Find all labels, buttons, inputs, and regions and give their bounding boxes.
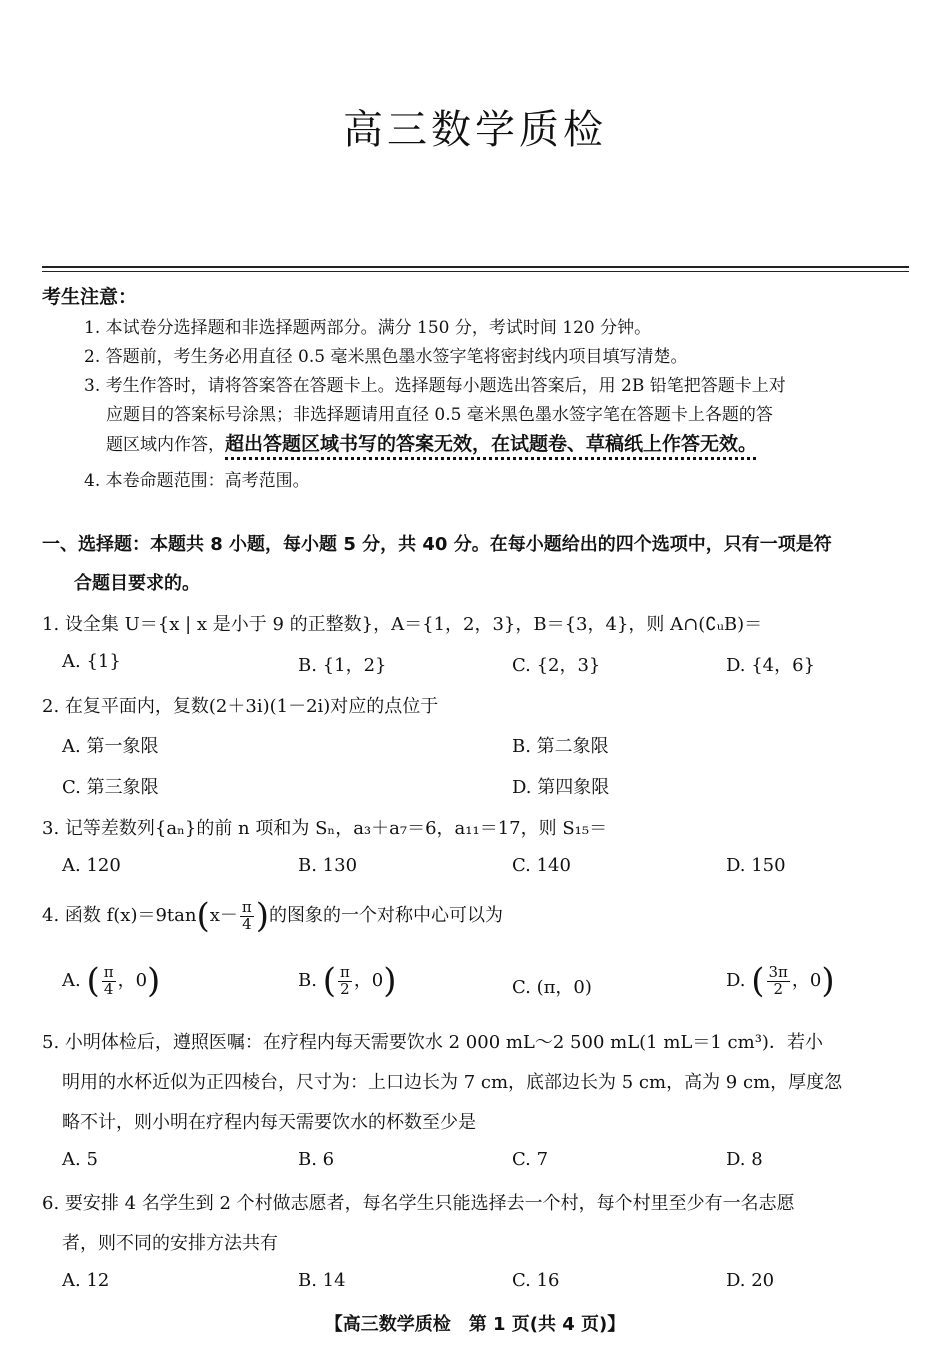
section-heading-cont: 合题目要求的。 [74, 573, 200, 594]
q2-option-a: A. 第一象限 [62, 736, 159, 757]
q1-option-d: D. {4，6} [726, 655, 816, 676]
q6-option-b: B. 14 [298, 1270, 346, 1291]
question-5-line-3: 略不计，则小明在疗程内每天需要饮水的杯数至少是 [62, 1112, 476, 1133]
notice-item-2: 2. 答题前，考生务必用直径 0.5 毫米黑色墨水签字笔将密封线内项目填写清楚。 [84, 347, 688, 367]
q5-option-c: C. 7 [512, 1149, 549, 1170]
q2-option-d: D. 第四象限 [512, 777, 610, 798]
notice-item-3: 3. 考生作答时，请将答案答在答题卡上。选择题每小题选出答案后，用 2B 铅笔把答题卡上对 [84, 376, 786, 396]
q5-option-b: B. 6 [298, 1149, 335, 1170]
notice-item-4: 4. 本卷命题范围：高考范围。 [84, 471, 310, 491]
q1-option-b: B. {1，2} [298, 655, 387, 676]
q4-stem-pre: 4. 函数 f(x)＝9tan [42, 905, 197, 926]
q4-stem-x: x－ [209, 905, 238, 926]
question-5-line-1: 5. 小明体检后，遵照医嘱：在疗程内每天需要饮水 2 000 mL～2 500 mL(1 mL＝1 cm³)．若小 [42, 1032, 823, 1053]
q4-stem-fraction: $\frac{\pi}{4}$ [241, 897, 252, 933]
notice-item-3-cont: 应题目的答案标号涂黑；非选择题请用直径 0.5 毫米黑色墨水签字笔在答题卡上各题的答 [106, 405, 773, 425]
page-title: 高三数学质检 [343, 107, 607, 153]
question-5-line-2: 明用的水杯近似为正四棱台，尺寸为：上口边长为 7 cm，底部边长为 5 cm，高为 9 cm，厚度忽 [62, 1072, 843, 1093]
header-divider [42, 266, 909, 268]
page-footer: 【高三数学质检 第 1 页(共 4 页)】 [324, 1314, 626, 1335]
question-6-line-2: 者，则不同的安排方法共有 [62, 1233, 278, 1254]
header-divider-thin [42, 271, 909, 272]
notice-item-3-cont2 [106, 429, 757, 456]
q1-option-c: C. {2，3} [512, 655, 601, 676]
q6-option-a: A. 12 [62, 1270, 110, 1291]
q5-option-d: D. 8 [726, 1149, 763, 1170]
q6-option-d: D. 20 [726, 1270, 775, 1291]
q4-option-d: D. ( $\frac{3\pi}{2}$ ，0) [726, 961, 835, 1001]
q2-option-c: C. 第三象限 [62, 777, 159, 798]
question-2-stem: 2. 在复平面内，复数(2＋3i)(1－2i)对应的点位于 [42, 696, 439, 717]
question-3-stem: 3. 记等差数列{aₙ}的前 n 项和为 Sₙ，a₃＋a₇＝6，a₁₁＝17，则 S₁₅＝ [42, 818, 608, 839]
q4-option-b: B. ( $\frac{\pi}{2}$ ，0) [298, 961, 397, 1001]
q3-option-c: C. 140 [512, 855, 571, 876]
question-1-stem: 1. 设全集 U＝{x | x 是小于 9 的正整数}，A＝{1，2，3}，B＝{3，4}，则 A∩(∁ᵤB)＝ [42, 614, 763, 635]
q1-option-a: A. {1} [62, 651, 121, 672]
q3-option-a: A. 120 [62, 855, 121, 876]
question-4-stem: 4. 函数 f(x)＝9tan(x－ $\frac{\pi}{4}$ )的图象的一个对称中心可以为 [42, 896, 504, 936]
notice-heading: 考生注意： [42, 286, 138, 308]
q3-option-d: D. 150 [726, 855, 786, 876]
q6-option-c: C. 16 [512, 1270, 560, 1291]
q2-option-b: B. 第二象限 [512, 736, 609, 757]
q5-option-a: A. 5 [62, 1149, 98, 1170]
question-6-line-1: 6. 要安排 4 名学生到 2 个村做志愿者，每名学生只能选择去一个村，每个村里至少有一名志愿 [42, 1193, 795, 1214]
q3-option-b: B. 130 [298, 855, 358, 876]
q4-option-c: C. (π，0) [512, 977, 592, 998]
notice-emphasis: 超出答题区域书写的答案无效，在试题卷、草稿纸上作答无效。 [225, 433, 758, 455]
notice-item-1: 1. 本试卷分选择题和非选择题两部分。满分 150 分，考试时间 120 分钟。 [84, 318, 652, 338]
q4-option-a: A. ( $\frac{\pi}{4}$ ，0) [62, 961, 161, 1001]
q4-stem-post: 的图象的一个对称中心可以为 [269, 905, 504, 926]
notice-item-3-text: 题区域内作答， [106, 435, 225, 455]
section-heading: 一、选择题：本题共 8 小题，每小题 5 分，共 40 分。在每小题给出的四个选项中，只有一项是符 [42, 534, 832, 555]
